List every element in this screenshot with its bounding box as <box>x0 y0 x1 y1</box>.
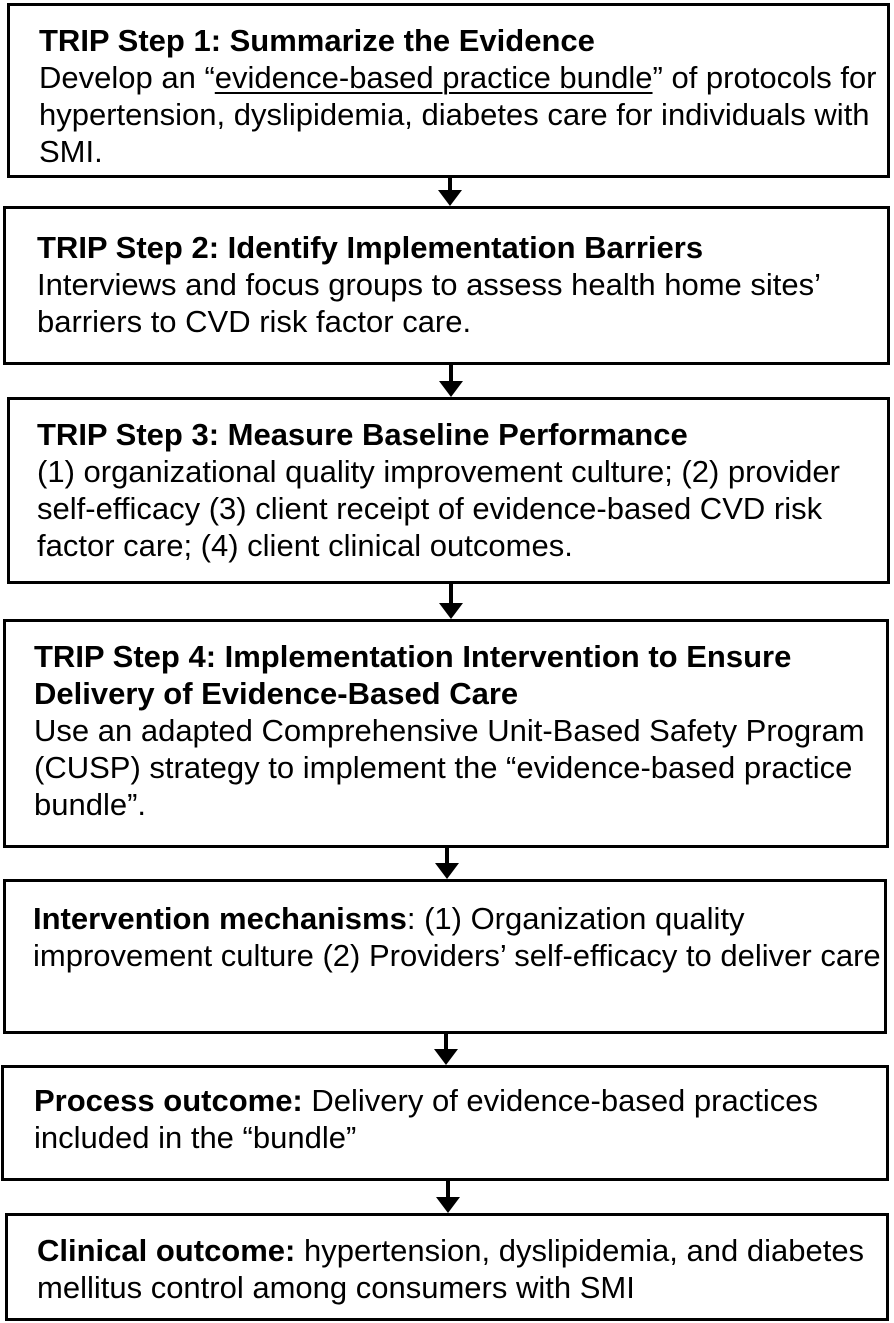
process-outcome-content <box>34 1082 886 1156</box>
step-2-text: Interviews and focus groups to assess health home sites’ barriers to CVD risk factor care. <box>37 267 820 339</box>
step-1-box <box>7 3 890 178</box>
arrow-down-1 <box>438 178 462 206</box>
clinical-outcome-text: hypertension, dyslipidemia, and diabetes mellitus control among consumers with SMI <box>37 1233 865 1305</box>
step-4-text: Use an adapted Comprehensive Unit-Based Safety Program (CUSP) strategy to implement the “evidence-based practice bundle”. <box>34 713 865 822</box>
intervention-mechanisms-box <box>3 879 887 1034</box>
step-1-text-before: Develop an “ <box>39 60 215 95</box>
step-3-text: (1) organizational quality improvement culture; (2) provider self-efficacy (3) client receipt of evidence-based CVD risk factor care; (4) client clinical outcomes. <box>37 454 840 563</box>
step-2-box <box>3 206 890 365</box>
step-1-text-after: ” of protocols for hypertension, dyslipidemia, diabetes care for individuals with SMI. <box>39 60 877 169</box>
step-4-title: TRIP Step 4: Implementation Intervention to Ensure Delivery of Evidence-Based Care <box>34 639 792 711</box>
arrow-down-3 <box>439 584 463 619</box>
process-outcome-label: Process outcome: <box>34 1083 303 1118</box>
step-4-box <box>3 619 889 848</box>
arrow-down-6 <box>436 1181 460 1213</box>
step-3-title: TRIP Step 3: Measure Baseline Performance <box>37 417 688 452</box>
step-2-title: TRIP Step 2: Identify Implementation Barriers <box>37 230 704 265</box>
intervention-mechanisms-label: Intervention mechanisms <box>33 901 407 936</box>
process-outcome-box <box>1 1065 889 1181</box>
arrow-down-4 <box>435 848 459 879</box>
clinical-outcome-box <box>5 1213 889 1321</box>
step-1-title: TRIP Step 1: Summarize the Evidence <box>39 23 595 58</box>
arrow-down-2 <box>439 365 463 397</box>
intervention-mechanisms-content <box>33 900 884 974</box>
step-1-text <box>39 59 887 170</box>
process-outcome-text: Delivery of evidence-based practices included in the “bundle” <box>34 1083 818 1155</box>
clinical-outcome-content <box>37 1232 886 1306</box>
clinical-outcome-label: Clinical outcome: <box>37 1233 296 1268</box>
intervention-mechanisms-text: : (1) Organization quality improvement culture (2) Providers’ self-efficacy to deliver care <box>33 901 881 973</box>
step-3-box <box>7 397 890 584</box>
arrow-down-5 <box>434 1034 458 1065</box>
evidence-bundle-underlined: evidence-based practice bundle <box>214 60 653 95</box>
